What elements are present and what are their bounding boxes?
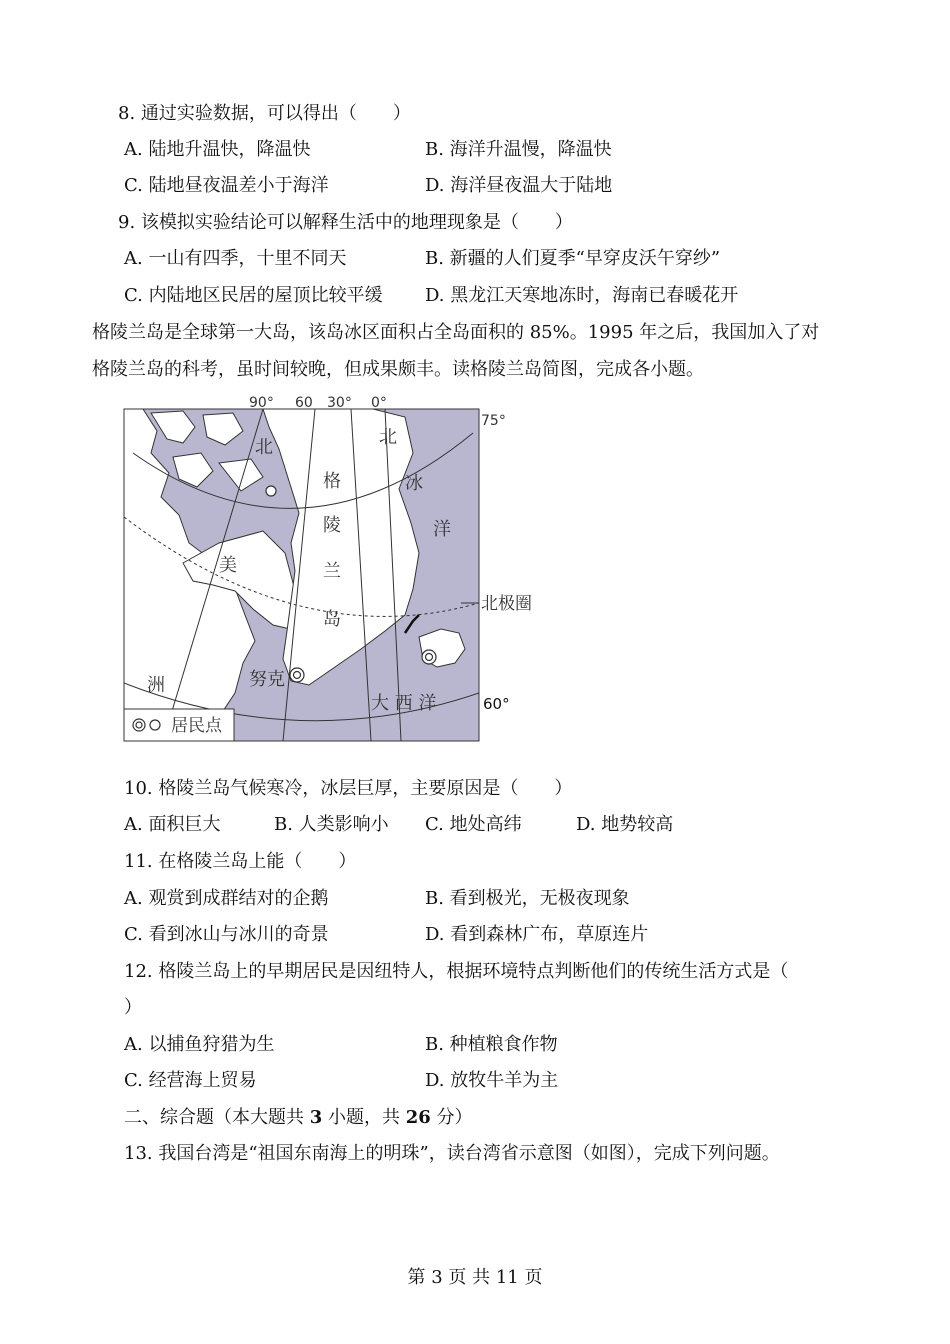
- q12-option-b: B. 种植粮食作物: [425, 1034, 558, 1055]
- q9-option-b: B. 新疆的人们夏季“早穿皮沃午穿纱”: [425, 248, 721, 269]
- arctic-ocean-char-3: 洋: [433, 519, 451, 540]
- legend-label: 居民点: [171, 716, 222, 736]
- lon-label-0: 0°: [371, 395, 387, 411]
- atlantic-label: 大 西 洋: [371, 693, 437, 714]
- q12-option-d: D. 放牧牛羊为主: [425, 1070, 559, 1091]
- greenland-char-1: 格: [323, 471, 341, 492]
- lon-label-30: 30°: [327, 395, 352, 411]
- legend-circle-icon: [150, 720, 160, 730]
- arctic-ocean-char-1: 北: [379, 427, 397, 448]
- q11-option-d: D. 看到森林广布，草原连片: [425, 924, 649, 945]
- q12-option-a: A. 以捕鱼狩猎为生: [124, 1034, 275, 1055]
- q10-option-b: B. 人类影响小: [274, 814, 389, 835]
- intro-line-2: 格陵兰岛的科考，虽时间较晚，但成果颇丰。读格陵兰岛简图，完成各小题。: [92, 359, 704, 380]
- q8-option-d: D. 海洋昼夜温大于陆地: [425, 175, 613, 196]
- question-11-stem: 11. 在格陵兰岛上能（ ）: [124, 851, 357, 872]
- intro-line-1: 格陵兰岛是全球第一大岛，该岛冰区面积占全岛面积的 85%。1995 年之后，我国加入了对: [92, 322, 820, 343]
- nuuk-label: 努克: [249, 669, 285, 690]
- section-2-heading: 二、综合题（本大题共 3 小题，共 26 分）: [124, 1107, 473, 1128]
- greenland-map: [123, 393, 532, 743]
- q10-option-c: C. 地处高纬: [425, 814, 522, 835]
- q10-option-d: D. 地势较高: [576, 814, 674, 835]
- page-footer: 第 3 页 共 11 页: [407, 1267, 543, 1288]
- lon-label-90: 90°: [249, 395, 274, 411]
- arctic-ocean-char-2: 冰: [405, 473, 423, 494]
- q10-option-a: A. 面积巨大: [124, 814, 221, 835]
- arctic-circle-label: 北极圈: [481, 594, 532, 614]
- q8-option-c: C. 陆地昼夜温差小于海洋: [124, 175, 329, 196]
- q9-option-d: D. 黑龙江天寒地冻时，海南已春暖花开: [425, 285, 739, 306]
- greenland-char-3: 兰: [323, 561, 341, 582]
- question-9-stem: 9. 该模拟实验结论可以解释生活中的地理现象是（ ）: [118, 212, 573, 233]
- question-12-stem-cont: ）: [124, 997, 142, 1018]
- lat-label-75: 75°: [481, 413, 506, 429]
- america-char-2: 美: [219, 555, 237, 576]
- q9-option-a: A. 一山有四季，十里不同天: [124, 248, 347, 269]
- q11-option-c: C. 看到冰山与冰川的奇景: [124, 924, 329, 945]
- q12-option-c: C. 经营海上贸易: [124, 1070, 257, 1091]
- america-char-3: 洲: [147, 675, 165, 696]
- legend-double-circle-icon: [133, 719, 145, 731]
- q8-option-a: A. 陆地升温快，降温快: [124, 139, 311, 160]
- america-char-1: 北: [255, 437, 273, 458]
- question-13-stem: 13. 我国台湾是“祖国东南海上的明珠”，读台湾省示意图（如图），完成下列问题。: [124, 1143, 780, 1164]
- question-8-stem: 8. 通过实验数据，可以得出（ ）: [118, 103, 411, 124]
- q11-option-b: B. 看到极光，无极夜现象: [425, 888, 630, 909]
- reykjavik-marker-icon: [422, 650, 436, 664]
- lon-label-60: 60: [295, 395, 313, 411]
- q8-option-b: B. 海洋升温慢，降温快: [425, 139, 612, 160]
- question-10-stem: 10. 格陵兰岛气候寒冷，冰层巨厚，主要原因是（ ）: [124, 778, 573, 799]
- greenland-char-4: 岛: [323, 609, 341, 630]
- q9-option-c: C. 内陆地区民居的屋顶比较平缓: [124, 285, 383, 306]
- settlement-marker-icon: [266, 486, 276, 496]
- greenland-char-2: 陵: [323, 515, 341, 536]
- lat-label-60: 60°: [483, 695, 510, 713]
- q11-option-a: A. 观赏到成群结对的企鹅: [124, 888, 329, 909]
- question-12-stem: 12. 格陵兰岛上的早期居民是因纽特人，根据环境特点判断他们的传统生活方式是（: [124, 961, 789, 982]
- nuuk-marker-icon: [290, 668, 304, 682]
